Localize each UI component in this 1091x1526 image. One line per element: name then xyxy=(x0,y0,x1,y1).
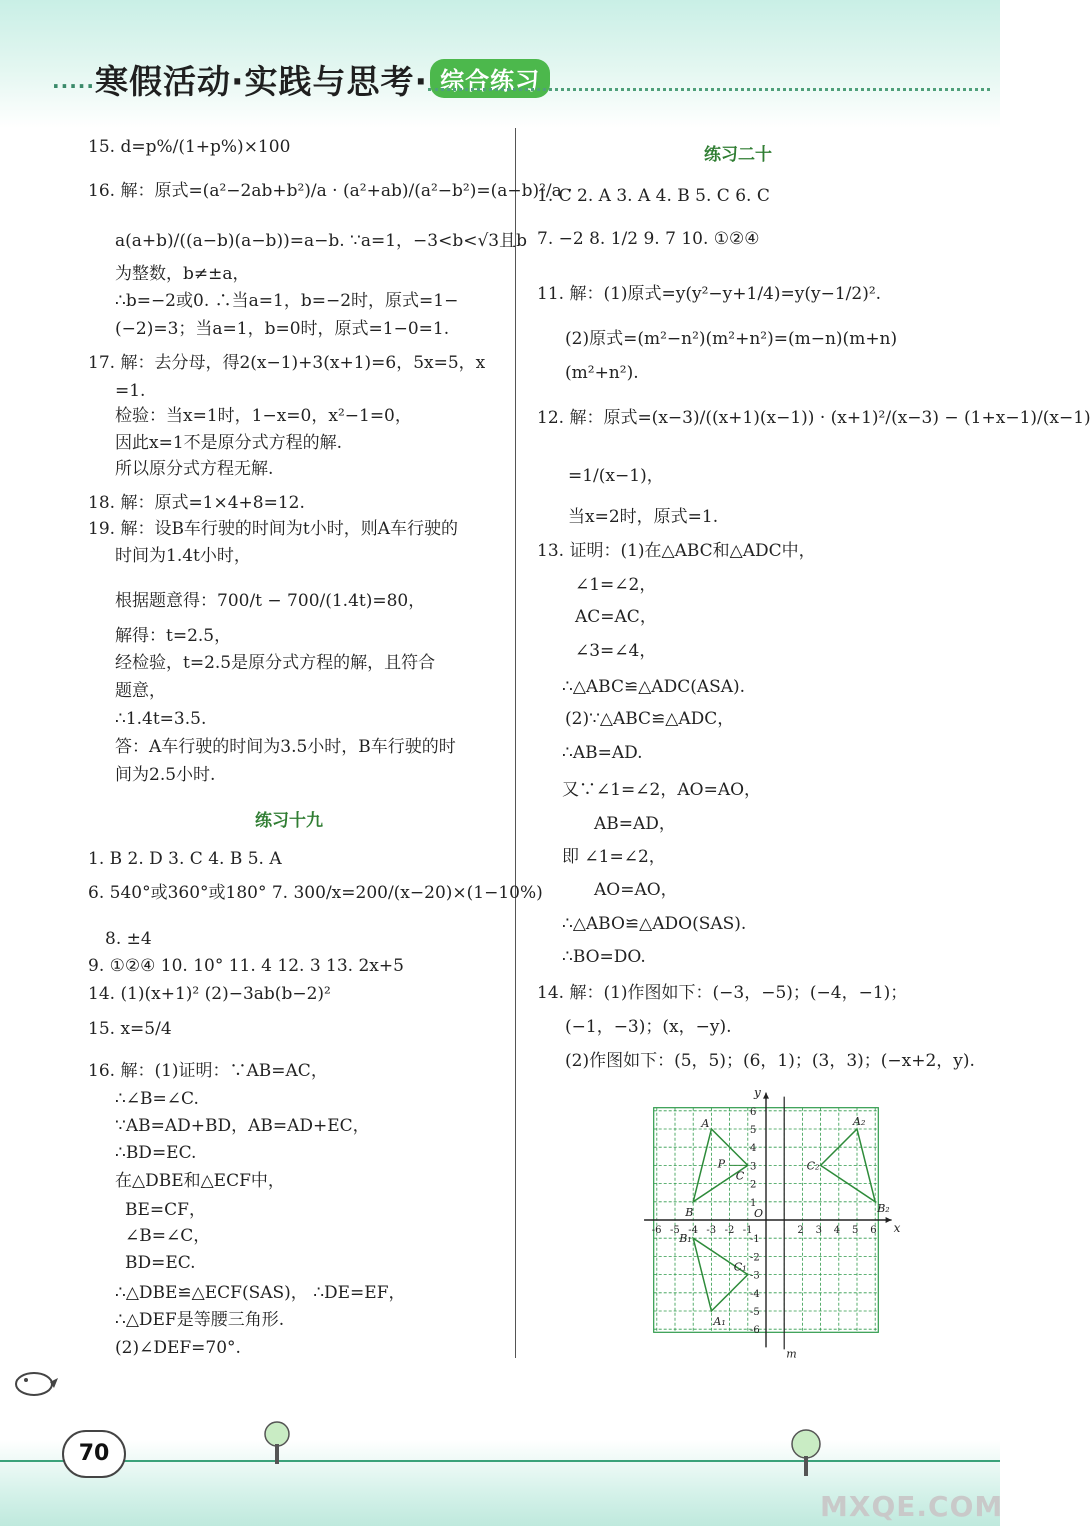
answer-line: =1. xyxy=(115,381,146,401)
answer-line: (2)原式=(m²−n²)(m²+n²)=(m−n)(m+n) xyxy=(565,329,898,349)
answer-line: 13. 证明：(1)在△ABC和△ADC中， xyxy=(537,541,816,561)
answer-line: ∴1.4t=3.5. xyxy=(115,709,207,729)
answer-line: 当x=2时，原式=1. xyxy=(568,507,719,527)
page-number: 70 xyxy=(62,1430,126,1478)
tree-icon xyxy=(788,1428,824,1478)
section-title: 练习十九 xyxy=(255,811,323,831)
y-tick-label: 6 xyxy=(750,1106,757,1118)
y-axis-arrow xyxy=(763,1093,769,1099)
answer-line: 又∵∠1=∠2，AO=AO， xyxy=(562,780,762,800)
answer-line: ∴△ABO≌△ADO(SAS). xyxy=(562,914,747,934)
watermark: MXQE.COM xyxy=(820,1490,1004,1523)
answer-line: 15. d=p%/(1+p%)×100 xyxy=(88,137,291,157)
footer-ground-line xyxy=(0,1460,1000,1462)
answer-line: 19. 解：设B车行驶的时间为t小时，则A车行驶的 xyxy=(88,519,459,539)
x-tick-label: -5 xyxy=(670,1225,680,1236)
answer-line: 所以原分式方程无解. xyxy=(115,459,274,479)
x-tick-label: -3 xyxy=(706,1225,717,1236)
answer-line: 检验：当x=1时，1−x=0，x²−1=0， xyxy=(115,406,412,426)
y-tick-label: -4 xyxy=(750,1288,760,1300)
answer-line: AC=AC， xyxy=(575,607,657,627)
x-tick-label: -6 xyxy=(651,1225,662,1236)
answer-line: 1. B 2. D 3. C 4. B 5. A xyxy=(88,849,282,869)
origin-label: O xyxy=(754,1207,764,1220)
section-title: 练习二十 xyxy=(704,145,772,165)
header-dotted-rule xyxy=(428,88,990,91)
answer-line: (2)∵△ABC≌△ADC， xyxy=(565,709,735,729)
answer-line: 答：A车行驶的时间为3.5小时，B车行驶的时 xyxy=(115,737,456,757)
answer-line: ∴b=−2或0. ∴当a=1，b=−2时，原式=1− xyxy=(115,291,459,311)
answer-line: 16. 解：(1)证明：∵AB=AC， xyxy=(88,1061,328,1081)
header-title xyxy=(52,56,550,103)
answer-line: ∴BD=EC. xyxy=(115,1143,197,1163)
vertex-label: A xyxy=(701,1117,710,1130)
x-tick-label: 2 xyxy=(797,1225,804,1236)
vertex-label: C₁ xyxy=(733,1260,747,1274)
answer-line: (2)作图如下：(5，5)；(6，1)；(3，3)；(−x+2，y). xyxy=(565,1051,975,1071)
x-tick-label: 3 xyxy=(815,1225,822,1236)
answer-line: ∴△DBE≌△ECF(SAS)， ∴DE=EF， xyxy=(115,1283,406,1303)
answer-line: 题意， xyxy=(115,681,166,701)
answer-line: 11. 解：(1)原式=y(y²−y+1/4)=y(y−1/2)². xyxy=(537,284,882,304)
x-tick-label: 4 xyxy=(833,1225,841,1236)
answer-line: 1. C 2. A 3. A 4. B 5. C 6. C xyxy=(537,186,770,206)
answer-line: 7. −2 8. 1/2 9. 7 10. ①②④ xyxy=(537,229,760,249)
y-tick-label: -1 xyxy=(750,1234,760,1246)
answer-line: ∠3=∠4， xyxy=(575,641,657,661)
answer-line: 12. 解：原式=(x−3)/((x+1)(x−1)) · (x+1)²/(x−3) − (1+x−1)/(x−1) xyxy=(537,408,1091,428)
x-tick-label: 6 xyxy=(870,1225,877,1236)
vertex-label: B xyxy=(685,1205,694,1219)
answer-line: BD=EC. xyxy=(125,1253,196,1273)
x-axis-arrow xyxy=(886,1217,892,1223)
answer-line: ∠B=∠C， xyxy=(125,1226,211,1246)
answer-line: BE=CF， xyxy=(125,1200,206,1220)
y-tick-label: 1 xyxy=(750,1197,757,1209)
answer-line: ∠1=∠2， xyxy=(575,575,657,595)
header-dots: ····· xyxy=(52,74,95,98)
vertex-label: C xyxy=(735,1169,745,1183)
x-tick-label: -2 xyxy=(724,1225,735,1236)
answer-line: 即 ∠1=∠2， xyxy=(562,847,666,867)
answer-line: (−1，−3)；(x，−y). xyxy=(565,1017,732,1037)
answer-line: 时间为1.4t小时， xyxy=(115,546,251,566)
answer-line: =1/(x−1)， xyxy=(568,466,664,486)
header-main-title: 寒假活动·实践与思考· xyxy=(95,62,429,101)
vertex-label: A₂ xyxy=(853,1115,866,1128)
answer-line: AO=AO， xyxy=(594,880,678,900)
answer-line: ∵AB=AD+BD，AB=AD+EC， xyxy=(115,1116,370,1136)
x-axis-label: x xyxy=(893,1221,901,1235)
answer-line: 17. 解：去分母，得2(x−1)+3(x+1)=6，5x=5，x xyxy=(88,353,486,373)
answer-line: ∴△DEF是等腰三角形. xyxy=(115,1310,285,1330)
vertex-label: B₁ xyxy=(679,1232,692,1246)
y-tick-label: 2 xyxy=(750,1179,757,1191)
x-tick-label: -4 xyxy=(688,1225,698,1236)
answer-line: 根据题意得：700/t − 700/(1.4t)=80， xyxy=(115,591,426,611)
y-tick-label: 4 xyxy=(750,1143,757,1155)
vertex-label: P xyxy=(717,1157,726,1171)
answer-line: 16. 解：原式=(a²−2ab+b²)/a · (a²+ab)/(a²−b²)=(a−b)²/a · xyxy=(88,181,573,201)
answer-line: 解得：t=2.5， xyxy=(115,626,232,646)
y-tick-label: -6 xyxy=(750,1325,760,1337)
line-m-label: m xyxy=(786,1347,797,1361)
answer-line: 14. (1)(x+1)² (2)−3ab(b−2)² xyxy=(88,984,331,1004)
answer-line: ∴△ABC≌△ADC(ASA). xyxy=(562,677,746,697)
answer-line: 8. ±4 xyxy=(105,929,152,949)
answer-line: 18. 解：原式=1×4+8=12. xyxy=(88,493,305,513)
y-tick-label: -3 xyxy=(750,1270,760,1282)
answer-line: ∴BO=DO. xyxy=(562,947,646,967)
tree-icon xyxy=(262,1420,292,1466)
answer-line: 间为2.5小时. xyxy=(115,765,216,785)
y-tick-label: -2 xyxy=(750,1252,760,1264)
vertex-label: A₁ xyxy=(713,1315,726,1328)
answer-line: 在△DBE和△ECF中， xyxy=(115,1171,285,1191)
vertex-label: B₂ xyxy=(877,1201,890,1215)
answer-line: 9. ①②④ 10. 10° 11. 4 12. 3 13. 2x+5 xyxy=(88,956,404,976)
vertex-label: C₂ xyxy=(806,1159,820,1173)
answer-line: AB=AD， xyxy=(594,814,676,834)
answer-line: (m²+n²). xyxy=(565,363,639,383)
bird-icon xyxy=(10,1360,60,1400)
answer-line: 经检验，t=2.5是原分式方程的解，且符合 xyxy=(115,653,436,673)
answer-line: ∴∠B=∠C. xyxy=(115,1089,199,1109)
x-tick-label: 5 xyxy=(852,1225,859,1236)
x-tick-label: -1 xyxy=(742,1225,753,1236)
answer-line: 因此x=1不是原分式方程的解. xyxy=(115,433,343,453)
header-badge: 综合练习 xyxy=(430,59,550,98)
answer-line: a(a+b)/((a−b)(a−b))=a−b. ∵a=1，−3<b<√3且b xyxy=(115,231,527,251)
y-tick-label: -5 xyxy=(750,1307,760,1318)
answer-line: 6. 540°或360°或180° 7. 300/x=200/(x−20)×(1−10%) xyxy=(88,883,543,903)
answer-line: (−2)=3；当a=1，b=0时，原式=1−0=1. xyxy=(115,319,450,339)
answer-line: (2)∠DEF=70°. xyxy=(115,1338,241,1358)
answer-line: 14. 解：(1)作图如下：(−3，−5)；(−4，−1)； xyxy=(537,983,908,1003)
y-axis-label: y xyxy=(754,1085,761,1100)
answer-line: ∴AB=AD. xyxy=(562,743,643,763)
y-tick-label: 5 xyxy=(750,1125,757,1136)
column-divider xyxy=(515,128,516,1358)
answer-line: 15. x=5/4 xyxy=(88,1019,172,1039)
coordinate-graph xyxy=(620,1084,901,1361)
answer-line: 为整数，b≠±a， xyxy=(115,264,250,284)
y-tick-label: 3 xyxy=(750,1161,757,1173)
